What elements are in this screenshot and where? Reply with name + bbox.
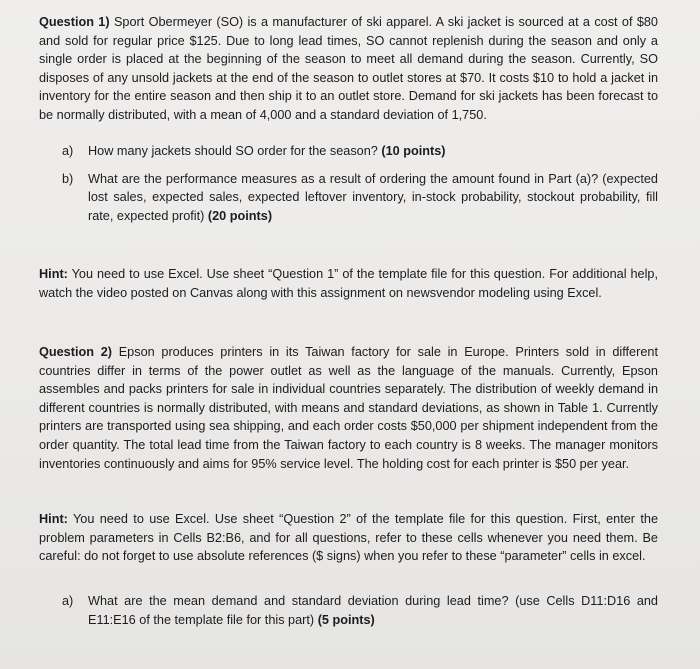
hint-2-heading: Hint: — [39, 512, 68, 526]
hint-1-body: You need to use Excel. Use sheet “Question 1” of the template file for this question. For additional help, watch the video posted on Canvas along with this assignment on newsvendor modeling using Excel. — [39, 267, 659, 300]
part-points: (10 points) — [381, 144, 446, 158]
hint-1 — [39, 265, 658, 302]
question-1 — [39, 13, 658, 125]
question-1-body: Sport Obermeyer (SO) is a manufacturer of ski apparel. A ski jacket is sourced at a cost of $80 and sold for regular price $125. Due to long lead times, SO cannot replenish during the season and only a single order is placed at the beginning of the season to meet all demand during the season. Currently, SO disposes of any unsold jackets at the end of the season to outlet stores at $70. It costs $10 to hold a jacket in inventory for the entire season and then ship it to an outlet store. Demand for ski jackets has been forecast to be normally distributed, with a mean of 4,000 and a standard deviation of 1,750. — [39, 15, 658, 122]
part-points: (20 points) — [207, 208, 273, 223]
question-1-parts — [62, 142, 658, 234]
question-2-heading: Question 2) — [39, 345, 112, 359]
part-text: How many jackets should SO order for the season? — [88, 144, 378, 158]
hint-1-paragraph — [39, 265, 658, 302]
hint-1-heading: Hint: — [39, 267, 68, 281]
question-2-parts — [62, 592, 658, 638]
question-2-part-a — [62, 592, 658, 629]
question-1-part-a — [62, 142, 658, 161]
question-2-paragraph — [39, 343, 658, 473]
part-label: a) — [62, 144, 74, 158]
question-2 — [39, 343, 658, 473]
part-label: a) — [62, 594, 74, 608]
question-1-heading: Question 1) — [39, 15, 110, 29]
part-label: b) — [62, 171, 74, 186]
hint-2 — [39, 510, 658, 566]
question-2-body: Epson produces printers in its Taiwan factory for sale in Europe. Printers sold in different countries differ in terms of the power outlet as well as the language of the manuals. Currently, Epson assembles and packs printers for sale in individual countries separately. The distribution of weekly demand in different countries is normally distributed, with means and standard deviations, as shown in Table 1. Currently printers are transported using sea shipping, and each order costs $50,000 per shipment independent from the order quantity. The total lead time from the Taiwan factory to each country is 8 weeks. The manager monitors inventories continuously and aims for 95% service level. The holding cost for each printer is $50 per year. — [39, 345, 658, 471]
part-text: What are the mean demand and standard deviation during lead time? (use Cells D11:D16 and E11:E16 of the template file for this part) — [88, 594, 658, 627]
question-1-paragraph — [39, 13, 658, 125]
question-1-part-b — [62, 170, 658, 226]
part-text: What are the performance measures as a result of ordering the amount found in Part (a)? (expected lost sales, expected sales, expected leftover inventory, in-stock probability, stockout probability, fill rate, expected profit) — [88, 171, 658, 223]
hint-2-body: You need to use Excel. Use sheet “Question 2” of the template file for this question. First, enter the problem parameters in Cells B2:B6, and for all questions, refer to these cells whenever you need them. Be careful: do not forget to use absolute references ($ signs) when you refer to these “parameter” cells in excel. — [39, 512, 658, 564]
part-points: (5 points) — [317, 612, 375, 627]
hint-2-paragraph — [39, 510, 658, 566]
